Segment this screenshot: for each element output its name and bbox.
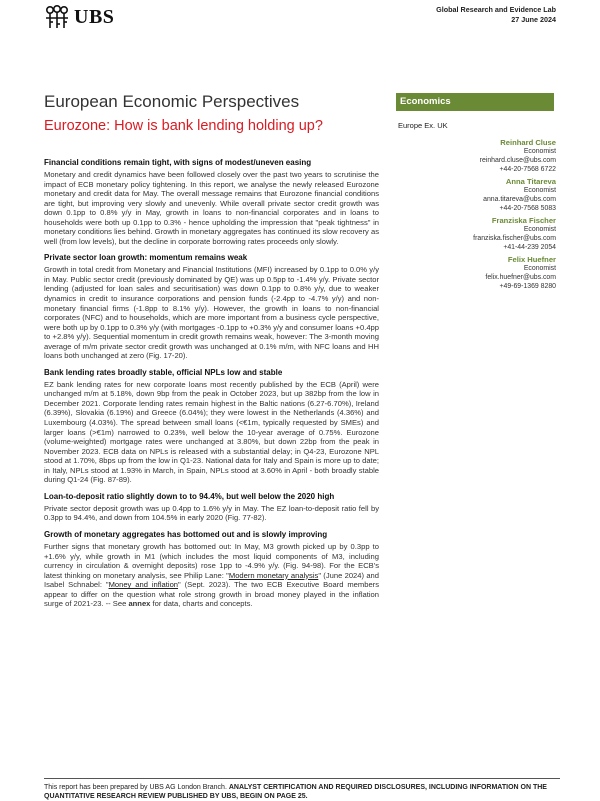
report-date: 27 June 2024 — [511, 15, 556, 24]
section-heading: Bank lending rates broadly stable, official NPLs low and stable — [44, 367, 283, 377]
section-text: Monetary and credit dynamics have been followed closely over the past two years to scrutinise the impact of ECB monetary policy tightening. In this report, we analyse the newly released Eurozone monetary and credit data for May. The overall message remains that Eurozone financial conditions are tight, but improving very slowly and unevenly. While overall private sector credit growth was down 0.1pp to 0.8% y/y in May, growth in loans to non-financial corporates and in loans to households were both up 0.1pp to 0.3% - hence upholding the impression that "peak tightness" in monetary conditions lies behind. Growth in monetary aggregates has continued its slow recovery as well (from low levels), but the decline in corporate borrowing rates proceeds only slowly. — [44, 170, 379, 246]
author-name: Anna Titareva — [505, 177, 556, 186]
ubs-keys-icon — [44, 4, 70, 30]
author-role: Economist — [523, 148, 556, 155]
author-email[interactable]: felix.huefner@ubs.com — [485, 274, 556, 281]
section-heading: Financial conditions remain tight, with signs of modest/uneven easing — [44, 158, 312, 167]
text-run: " (June 2024) and Isabel Schnabel: " — [44, 570, 379, 590]
header-meta — [436, 5, 556, 25]
annex-word: annex — [128, 599, 151, 609]
section-text: Growth in total credit from Monetary and Financial Institutions (MFI) increased by 0.1pp to 0.0% y/y in May. Public sector credit (previously dominated by QE) was up 0.5pp to -1.4% y/y. Private sector lending (adjusted for loan sales and securitisation) was down 0.1pp to 0.8% y/y, due to weaker dynamics in credit to insurance corporations and pension funds (-2.4pp to -4.7% y/y) and non-monetary financial firms (-1.8pp to 8.1% y/y). However, the growth in loans to non-financial corporates (NFC) and to households, which are more important from a business cycle perspective, were both up by 0.1pp to 0.3% y/y (with mortgages -0.1pp to +0.3% y/y and consumer loans +0.4pp to +2.8% y/y). Sequential momentum in credit growth remains weak, however: The 3-month moving average of m/m private sector credit growth was unchanged at 0.1% m/m, with NFC loans and HH loans both unchanged at zero (Fig. 17-20). — [44, 265, 379, 361]
section-text: EZ bank lending rates for new corporate loans most recently published by the ECB (April) were unchanged m/m at 5.18%, down 9bp from the peak in October 2023, but up 382bp from the low in December 2021. Corporate lending rates remain highest in the Baltic nations (6.27-6.70%), Ireland (6.39%), Slovakia (6.19%) and Greece (6.04%); they were lowest in the Netherlands (4.36%) and Luxembourg (4.03%). The spread between small loans (<€1m, typically requested by SMEs) and larger loans (>€1m) narrowed to 0.23%, well below the 10-year average of 0.75%. Eurozone (volume-weighted) mortgage rates were unchanged at 3.80%, but down 22bp from the peak in November 2023. ECB data on NPLs is released with a substantial delay; in Q4-23, Eurozone NPL stood at 1.70%, 8bps up from the low in Q1-23. National data for Italy and Spain is more up to date; in Italy, NPLs stood at 1.93% in March, in Spain, NPLs stood at 3.60% in April - both broadly stable during Q1-24 (Fig. 87-89). — [44, 379, 379, 485]
author-email[interactable]: franziska.fischer@ubs.com — [473, 235, 556, 242]
report-body — [44, 158, 379, 616]
report-subtitle: Eurozone: How is bank lending holding up? — [44, 118, 323, 134]
author-phone: +49-69-1369 8280 — [499, 283, 556, 290]
author-phone: +44-20-7568 6722 — [499, 166, 556, 173]
author-card — [473, 255, 556, 291]
author-email[interactable]: reinhard.cluse@ubs.com — [479, 157, 556, 164]
author-list — [473, 138, 556, 294]
author-name: Reinhard Cluse — [500, 138, 556, 147]
author-card — [473, 216, 556, 252]
author-name: Franziska Fischer — [491, 216, 556, 225]
region-label: Europe Ex. UK — [398, 121, 448, 130]
section — [44, 253, 379, 360]
section-heading: Growth of monetary aggregates has bottomed out and is slowly improving — [44, 529, 328, 539]
author-phone: +44-20-7568 5083 — [499, 205, 556, 212]
author-role: Economist — [523, 187, 556, 194]
author-card — [473, 138, 556, 174]
text-run: Further signs that monetary growth has bottomed out: In May, M3 growth picked up by 0.3pp to +1.6% y/y, while growth in M1 (which includes the most liquid components of M3, including currency in circulation & overnight deposits) rose 1pp to -4.9% y/y. (Fig. 94-98). For the ECB's latest thinking on monetary analysis, see Philip Lane: " — [44, 541, 379, 580]
footer-disclaimer — [44, 778, 560, 801]
brand-name: UBS — [74, 5, 115, 28]
report-title: European Economic Perspectives — [44, 92, 300, 111]
section — [44, 530, 379, 609]
section — [44, 492, 379, 523]
link-money-and-inflation[interactable]: Money and inflation — [108, 580, 179, 590]
author-email[interactable]: anna.titareva@ubs.com — [483, 196, 556, 203]
author-card — [473, 177, 556, 213]
section — [44, 368, 379, 485]
author-name: Felix Huefner — [507, 255, 556, 264]
section-text: Private sector deposit growth was up 0.4pp to 1.6% y/y in May. The EZ loan-to-deposit ratio fell by 0.3pp to 94.4%, and down from 104.5% in early 2020 (Fig. 77-82). — [44, 503, 379, 523]
section-heading: Private sector loan growth: momentum remains weak — [44, 253, 248, 263]
footer-text: This report has been prepared by UBS AG London Branch. — [44, 784, 229, 791]
section-heading: Loan-to-deposit ratio slightly down to to 94.4%, but well below the 2020 high — [44, 491, 335, 501]
author-phone: +41-44-239 2054 — [503, 244, 556, 251]
lab-name: Global Research and Evidence Lab — [436, 5, 556, 14]
author-role: Economist — [523, 226, 556, 233]
category-tag: Economics — [396, 93, 554, 111]
ubs-logo — [44, 4, 114, 30]
text-run: for data, charts and concepts. — [150, 599, 253, 609]
footer-bold-text: ANALYST CERTIFICATION AND REQUIRED DISCLOSURES, INCLUDING INFORMATION ON THE QUANTITATIVE RESEARCH REVIEW PUBLISHED BY UBS, BEGIN ON PAGE 25. — [44, 784, 547, 800]
text-run: " (Sept. 2023). The two ECB Executive Board members appear to differ on the question what role strong growth in broad money played in the inflation surge of 2021-23. -- See — [44, 580, 380, 609]
section — [44, 158, 379, 246]
link-modern-monetary-analysis[interactable]: Modern monetary analysis — [228, 570, 319, 580]
author-role: Economist — [523, 265, 556, 272]
section-text — [44, 542, 379, 609]
